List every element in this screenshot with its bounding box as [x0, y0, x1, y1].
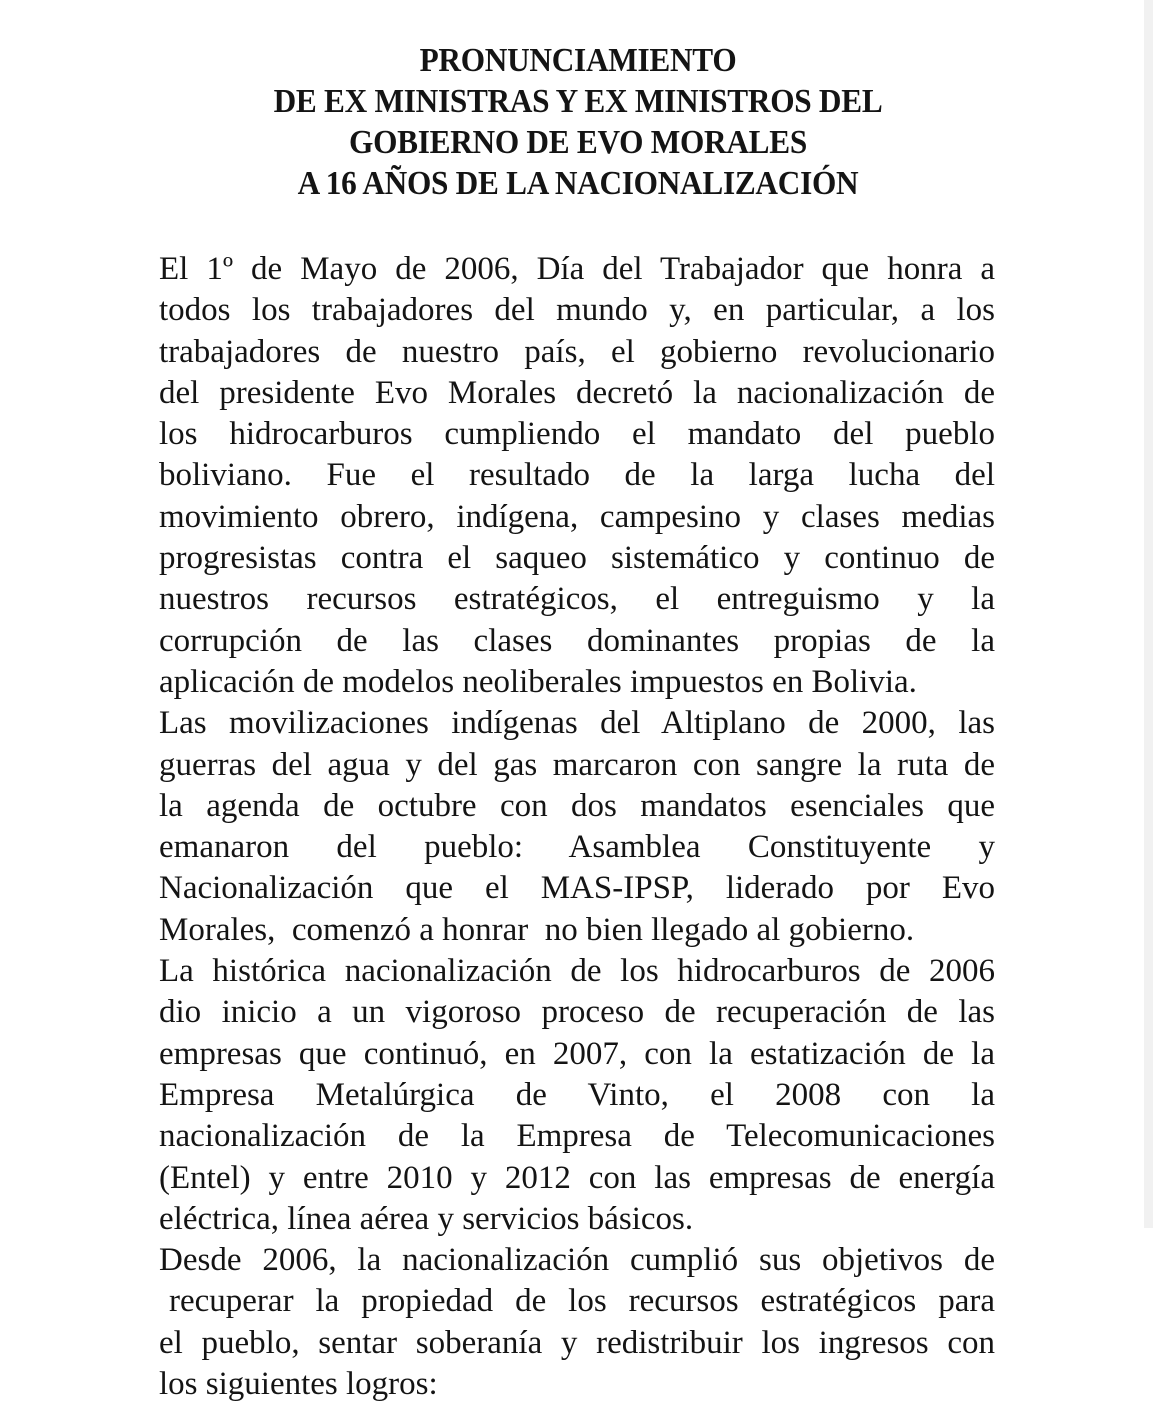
text-line: trabajadores de nuestro país, el gobierno revolucionario	[159, 333, 995, 370]
text-line: la agenda de octubre con dos mandatos esenciales que	[159, 787, 995, 824]
title-line-3: GOBIERNO DE EVO MORALES	[349, 124, 807, 161]
text-line: progresistas contra el saqueo sistemático y continuo de	[159, 540, 995, 577]
text-line: recuperar la propiedad de los recursos estratégicos para	[169, 1283, 995, 1320]
text-line: Morales, comenzó a honrar no bien llegado al gobierno.	[159, 911, 915, 948]
paragraph-2	[159, 703, 995, 951]
text-line: todos los trabajadores del mundo y, en particular, a los	[159, 292, 995, 329]
paragraph-4	[159, 1240, 995, 1405]
text-line: aplicación de modelos neoliberales impuestos en Bolivia.	[159, 663, 917, 700]
text-line: los siguientes logros:	[159, 1366, 438, 1403]
text-line: boliviano. Fue el resultado de la larga lucha del	[159, 457, 995, 494]
title-line-1: PRONUNCIAMIENTO	[419, 42, 737, 79]
text-line: los hidrocarburos cumpliendo el mandato del pueblo	[159, 416, 995, 453]
text-line: dio inicio a un vigoroso proceso de recuperación de las	[159, 994, 995, 1031]
page-edge-strip	[1144, 0, 1153, 1228]
text-line: Desde 2006, la nacionalización cumplió sus objetivos de	[159, 1242, 995, 1279]
title-line-4: A 16 AÑOS DE LA NACIONALIZACIÓN	[297, 165, 859, 202]
text-line: Las movilizaciones indígenas del Altiplano de 2000, las	[159, 705, 995, 742]
paragraph-3	[159, 951, 995, 1240]
text-line: El 1º de Mayo de 2006, Día del Trabajador que honra a	[159, 251, 995, 287]
document-body	[159, 249, 995, 1405]
text-line: el pueblo, sentar soberanía y redistribuir los ingresos con	[159, 1324, 995, 1361]
text-line: Empresa Metalúrgica de Vinto, el 2008 con la	[159, 1076, 995, 1113]
text-line: guerras del agua y del gas marcaron con sangre la ruta de	[159, 746, 995, 783]
text-line: del presidente Evo Morales decretó la nacionalización de	[159, 374, 995, 411]
text-line: nacionalización de la Empresa de Telecomunicaciones	[159, 1118, 995, 1155]
document-title	[46, 40, 1110, 204]
title-line-2: DE EX MINISTRAS Y EX MINISTROS DEL	[273, 83, 883, 120]
text-line: empresas que continuó, en 2007, con la estatización de la	[159, 1035, 995, 1072]
text-line: (Entel) y entre 2010 y 2012 con las empresas de energía	[159, 1159, 995, 1196]
paragraph-1	[159, 249, 995, 703]
text-line: emanaron del pueblo: Asamblea Constituyente y	[159, 829, 995, 866]
text-line: eléctrica, línea aérea y servicios básicos.	[159, 1200, 694, 1237]
text-line: corrupción de las clases dominantes propias de la	[159, 622, 995, 659]
text-line: Nacionalización que el MAS-IPSP, liderado por Evo	[159, 870, 995, 907]
text-line: movimiento obrero, indígena, campesino y clases medias	[159, 498, 995, 535]
text-line: La histórica nacionalización de los hidrocarburos de 2006	[159, 953, 995, 990]
text-line: nuestros recursos estratégicos, el entreguismo y la	[159, 581, 995, 618]
